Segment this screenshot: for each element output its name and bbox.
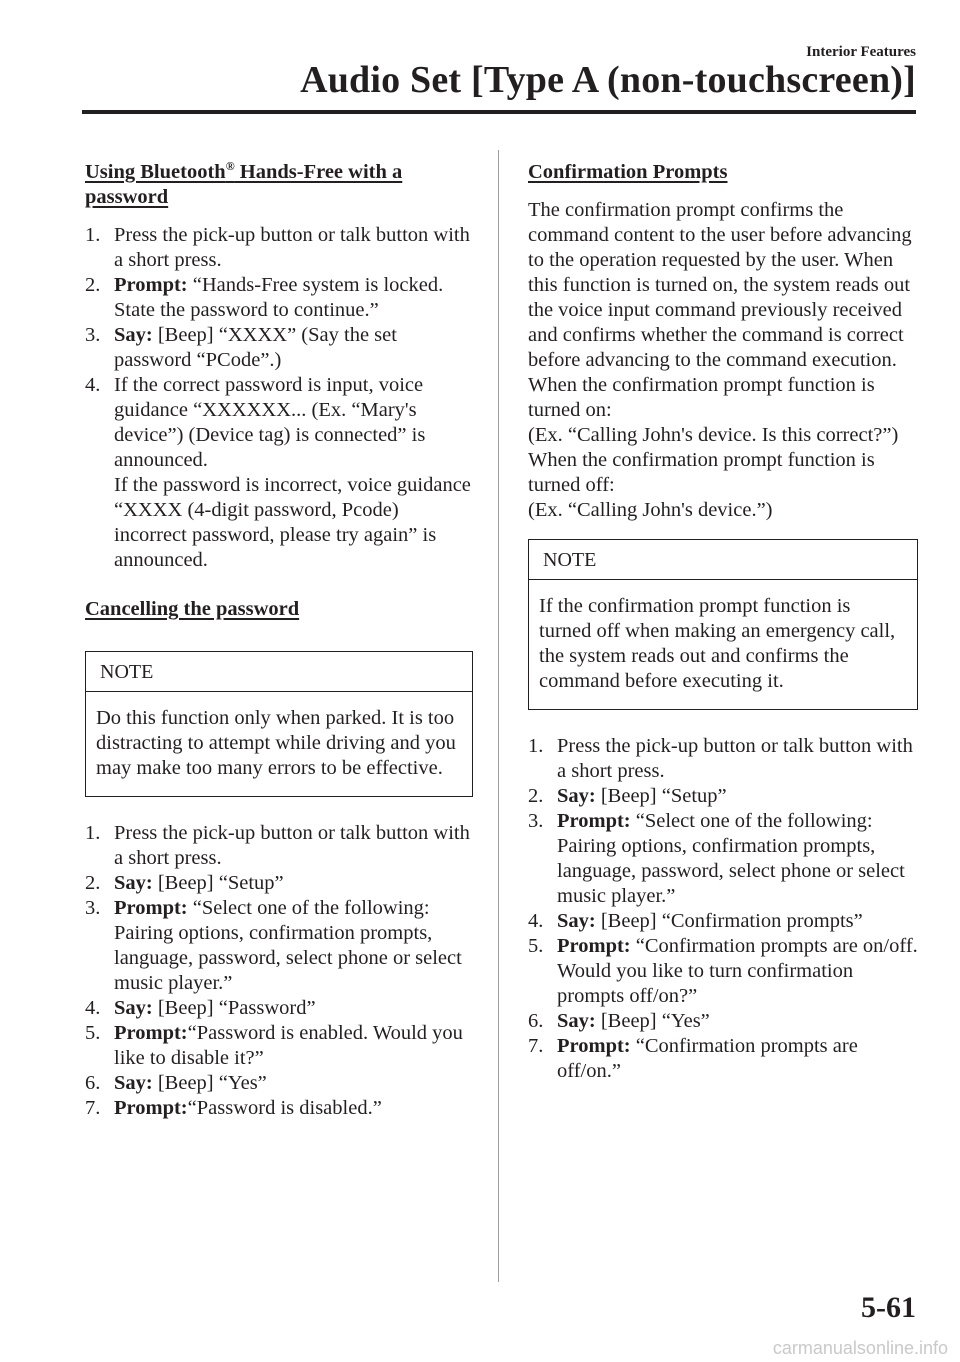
step-item: [528, 909, 918, 934]
step-text: [Beep] “Password”: [152, 997, 316, 1019]
step-number: 3.: [85, 897, 101, 919]
step-keyword: Prompt:: [557, 810, 631, 832]
step-text: “Select one of the following: Pairing options, confirmation prompts, language, password, select phone or select music player.”: [557, 810, 905, 907]
step-number: 2.: [85, 872, 101, 894]
step-item: [528, 1009, 918, 1034]
paragraph: The confirmation prompt confirms the command content to the user before advancing to the operation requested by the user. When this function is turned on, the system reads out the voice input command previously received and confirms whether the command is correct before advancing to the command execution.: [528, 199, 912, 371]
heading-text: Using Bluetooth: [85, 161, 226, 183]
step-text: “Hands-Free system is locked. State the password to continue.”: [114, 274, 444, 321]
step-item: [85, 223, 473, 273]
page-number: 5-61: [861, 1291, 916, 1324]
step-number: 5.: [85, 1022, 101, 1044]
note-title: NOTE: [529, 540, 917, 580]
watermark-text: carmanualsonline.info: [772, 1338, 948, 1358]
header-rule: [82, 110, 916, 114]
note-body: If the confirmation prompt function is turned off when making an emergency call, the system reads out and confirms the command before executing it.: [539, 595, 896, 692]
step-item: [528, 784, 918, 809]
steps-cancel-password: [85, 821, 473, 1121]
steps-confirmation-prompts: [528, 734, 918, 1084]
step-number: 1.: [528, 735, 544, 757]
step-number: 2.: [85, 274, 101, 296]
step-number: 6.: [528, 1010, 544, 1032]
column-divider: [498, 150, 499, 1282]
step-text: If the correct password is input, voice guidance “XXXXXX... (Ex. “Mary's device”) (Device tag) is connected” is announced.: [114, 374, 426, 471]
step-keyword: Say:: [114, 872, 153, 894]
paragraph: When the confirmation prompt function is turned on:: [528, 374, 875, 421]
step-text: Press the pick-up button or talk button with a short press.: [114, 224, 470, 271]
step-number: 1.: [85, 822, 101, 844]
step-item: [85, 1071, 473, 1096]
step-text: “Confirmation prompts are off/on.”: [557, 1035, 858, 1082]
step-text: Press the pick-up button or talk button with a short press.: [114, 822, 470, 869]
step-item: [85, 996, 473, 1021]
step-item: [528, 809, 918, 909]
step-item: [85, 1096, 473, 1121]
step-number: 1.: [85, 224, 101, 246]
step-text: [Beep] “Confirmation prompts”: [595, 910, 863, 932]
step-item: [85, 273, 473, 323]
step-text: Press the pick-up button or talk button with a short press.: [557, 735, 913, 782]
paragraph: When the confirmation prompt function is turned off:: [528, 449, 875, 496]
step-number: 6.: [85, 1072, 101, 1094]
step-keyword: Prompt:: [114, 1022, 188, 1044]
step-item: [85, 896, 473, 996]
steps-password-login: [85, 223, 473, 573]
step-item: [85, 871, 473, 896]
step-keyword: Say:: [557, 910, 596, 932]
step-number: 4.: [528, 910, 544, 932]
step-number: 7.: [85, 1097, 101, 1119]
step-keyword: Say:: [557, 785, 596, 807]
step-text: [Beep] “Setup”: [152, 872, 284, 894]
step-text: “Password is disabled.”: [187, 1097, 382, 1119]
step-text: [Beep] “Yes”: [595, 1010, 710, 1032]
heading-confirmation-prompts: Confirmation Prompts: [528, 161, 728, 183]
step-text: [Beep] “Setup”: [595, 785, 727, 807]
step-item: [85, 373, 473, 573]
step-item: [528, 734, 918, 784]
left-column: [85, 160, 473, 1121]
step-item: [85, 1021, 473, 1071]
heading-cancel-password: Cancelling the password: [85, 598, 300, 620]
step-item: [85, 821, 473, 871]
step-text: “Password is enabled. Would you like to disable it?”: [114, 1022, 463, 1069]
step-item: [85, 323, 473, 373]
step-continuation: If the password is incorrect, voice guidance “XXXX (4-digit password, Pcode) incorrect password, please try again” is announced.: [114, 474, 471, 571]
note-body: Do this function only when parked. It is too distracting to attempt while driving and you may make too many errors to be effective.: [96, 707, 456, 779]
step-item: [528, 1034, 918, 1084]
step-text: “Select one of the following: Pairing options, confirmation prompts, language, password, select phone or select music player.”: [114, 897, 462, 994]
note-box: [528, 539, 918, 710]
step-number: 2.: [528, 785, 544, 807]
note-title: NOTE: [86, 652, 472, 692]
right-column: [528, 160, 918, 1084]
paragraph: (Ex. “Calling John's device. Is this correct?”): [528, 424, 899, 446]
page-title: Audio Set [Type A (non-touchscreen)]: [300, 59, 916, 101]
step-text: [Beep] “Yes”: [152, 1072, 267, 1094]
step-number: 4.: [85, 997, 101, 1019]
step-number: 4.: [85, 374, 101, 396]
step-keyword: Prompt:: [114, 274, 188, 296]
step-keyword: Say:: [114, 1072, 153, 1094]
section-label: Interior Features: [806, 44, 916, 60]
step-keyword: Say:: [557, 1010, 596, 1032]
step-item: [528, 934, 918, 1009]
heading-bluetooth-password: [85, 160, 473, 210]
step-keyword: Prompt:: [114, 1097, 188, 1119]
step-keyword: Say:: [114, 997, 153, 1019]
step-keyword: Prompt:: [557, 1035, 631, 1057]
registered-mark: ®: [225, 159, 235, 174]
note-box: [85, 651, 473, 797]
step-keyword: Prompt:: [114, 897, 188, 919]
step-keyword: Prompt:: [557, 935, 631, 957]
step-number: 3.: [528, 810, 544, 832]
step-text: [Beep] “XXXX” (Say the set password “PCode”.): [114, 324, 397, 371]
heading-text: Hands-Free with a password: [85, 161, 403, 208]
step-number: 3.: [85, 324, 101, 346]
step-text: “Confirmation prompts are on/off. Would you like to turn confirmation prompts off/on?”: [557, 935, 918, 1007]
step-number: 7.: [528, 1035, 544, 1057]
step-number: 5.: [528, 935, 544, 957]
step-keyword: Say:: [114, 324, 153, 346]
paragraph: (Ex. “Calling John's device.”): [528, 499, 773, 521]
